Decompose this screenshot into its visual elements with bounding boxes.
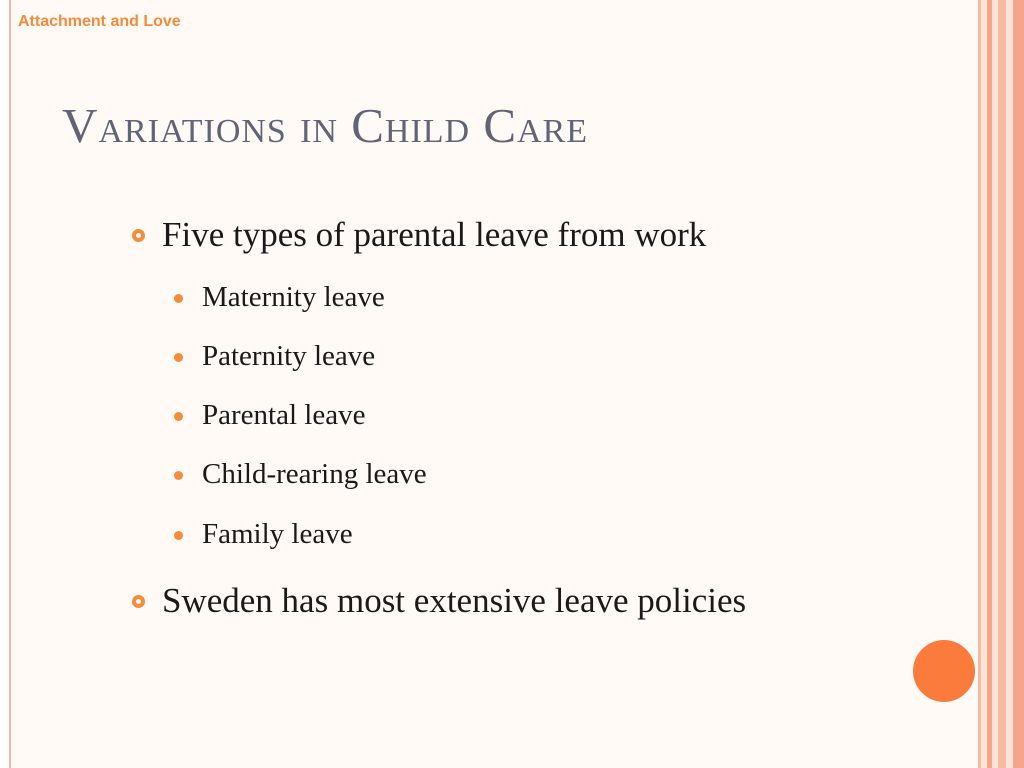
sub-bullet-text: Maternity leave [202, 281, 385, 313]
sub-bullet-text: Parental leave [202, 399, 366, 431]
ring-bullet-icon [132, 229, 145, 242]
sub-bullet-text: Family leave [202, 518, 353, 550]
dot-bullet-icon [174, 353, 183, 362]
ring-bullet-icon [132, 595, 145, 608]
right-border-stripe [998, 0, 1006, 768]
bullet-text: Sweden has most extensive leave policies [162, 581, 747, 620]
bullet-text: Five types of parental leave from work [162, 215, 707, 254]
sub-bullet-text: Paternity leave [202, 340, 376, 372]
dot-bullet-icon [174, 412, 183, 421]
dot-bullet-icon [174, 531, 183, 540]
decorative-circle [913, 640, 975, 702]
slide-title: Variations in Child Care [62, 98, 589, 153]
right-border-stripe [1006, 0, 1013, 768]
header-label: Attachment and Love [18, 13, 181, 30]
dot-bullet-icon [174, 294, 183, 303]
right-border-stripe [1013, 0, 1024, 768]
sub-bullet-text: Child-rearing leave [202, 458, 427, 490]
dot-bullet-icon [174, 471, 183, 480]
